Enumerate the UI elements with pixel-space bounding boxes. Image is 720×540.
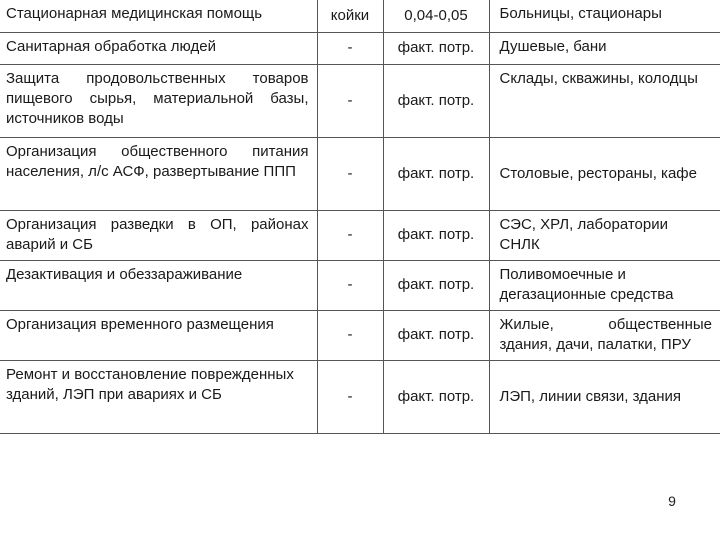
facilities-cell: Больницы, стационары — [489, 0, 720, 32]
table-row — [0, 310, 720, 360]
facilities-cell: Поливомоечные и дегазационные средства — [489, 260, 720, 310]
unit-cell: - — [317, 360, 383, 433]
norm-cell: факт. потр. — [383, 310, 489, 360]
facilities-cell: ЛЭП, линии связи, здания — [489, 360, 720, 433]
table-row — [0, 360, 720, 433]
unit-cell: - — [317, 32, 383, 64]
unit-cell: - — [317, 64, 383, 137]
activity-cell: Защита продовольственных товаров пищевого сырья, материальной базы, источников воды — [0, 64, 317, 137]
facilities-cell: Столовые, рестораны, кафе — [489, 137, 720, 210]
activity-cell: Организация общественного питания населения, л/с АСФ, развертывание ППП — [0, 137, 317, 210]
page-number: 9 — [668, 493, 676, 509]
unit-cell: койки — [317, 0, 383, 32]
unit-cell: - — [317, 310, 383, 360]
table-row — [0, 32, 720, 64]
facilities-cell: Душевые, бани — [489, 32, 720, 64]
table-row — [0, 210, 720, 260]
table-row — [0, 64, 720, 137]
activity-cell: Организация разведки в ОП, районах аварий и СБ — [0, 210, 317, 260]
norm-cell: факт. потр. — [383, 32, 489, 64]
unit-cell: - — [317, 210, 383, 260]
unit-cell: - — [317, 137, 383, 210]
activity-cell: Санитарная обработка людей — [0, 32, 317, 64]
norm-cell: факт. потр. — [383, 260, 489, 310]
norm-cell: факт. потр. — [383, 64, 489, 137]
activity-cell: Дезактивация и обеззараживание — [0, 260, 317, 310]
activity-cell: Организация временного размещения — [0, 310, 317, 360]
activity-cell: Стационарная медицинская помощь — [0, 0, 317, 32]
norm-cell: факт. потр. — [383, 210, 489, 260]
table-row — [0, 260, 720, 310]
table-row — [0, 137, 720, 210]
facilities-cell: Жилые, общественные здания, дачи, палатки, ПРУ — [489, 310, 720, 360]
facilities-cell: Склады, скважины, колодцы — [489, 64, 720, 137]
activity-cell: Ремонт и восстановление поврежденных зданий, ЛЭП при авариях и СБ — [0, 360, 317, 433]
unit-cell: - — [317, 260, 383, 310]
table-row — [0, 0, 720, 32]
norm-cell: 0,04-0,05 — [383, 0, 489, 32]
norm-cell: факт. потр. — [383, 360, 489, 433]
facilities-cell: СЭС, ХРЛ, лаборатории СНЛК — [489, 210, 720, 260]
norm-cell: факт. потр. — [383, 137, 489, 210]
